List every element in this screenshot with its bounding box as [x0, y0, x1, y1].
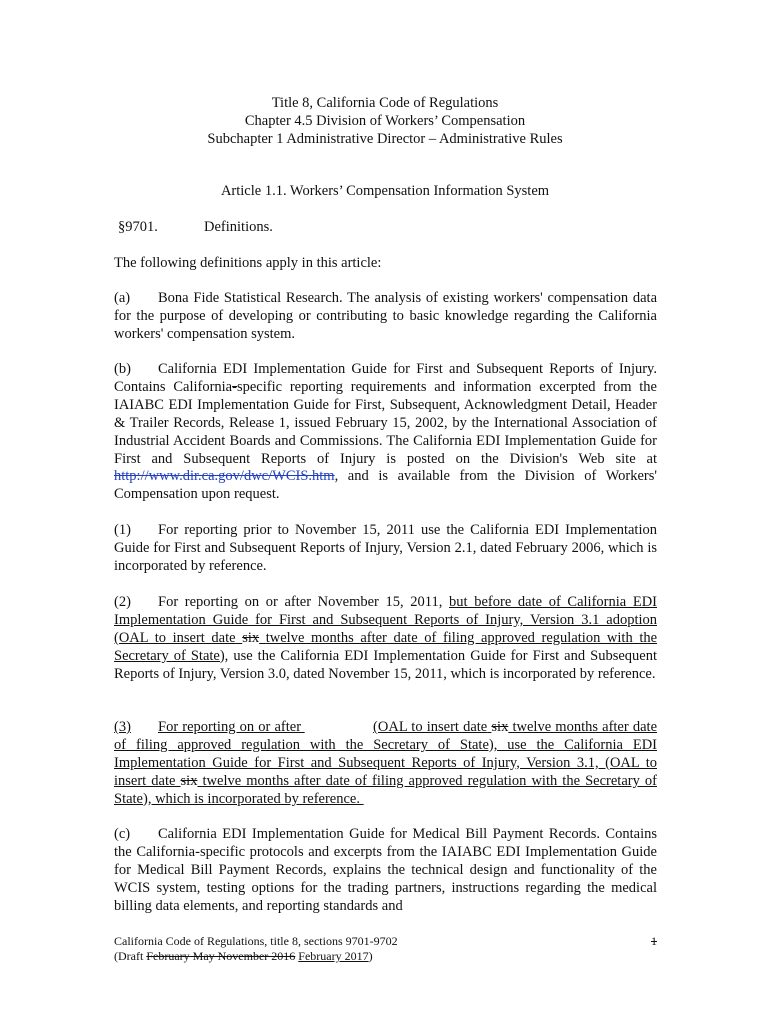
paragraph-a: [114, 290, 657, 344]
intro-text: The following definitions apply in this article:: [114, 255, 382, 271]
header-title-line: Title 8, California Code of Regulations: [271, 95, 499, 111]
footer-draft-line: (Draft February May November 2016 February 2017): [114, 949, 373, 963]
wcis-web-link[interactable]: http://www.dir.ca.gov/dwc/WCIS.htm: [114, 468, 335, 485]
deleted-text: six: [491, 719, 509, 735]
article-title: Article 1.1. Workers’ Compensation Information System: [220, 183, 550, 199]
paragraph-label: (c): [114, 826, 131, 842]
section-heading: [118, 219, 273, 236]
inserted-text: For reporting on or after: [158, 719, 302, 735]
paragraph-text: specific reporting requirements and information excerpted from the IAIABC EDI Implementation Guide for First, Subsequent, Acknowledgment Detail, Header & Trailer Records, Release 1, issued February 15, 2002, by the International Association of Industrial Accident Boards and Commissions. The California EDI Implementation Guide for First and Subsequent Reports of Injury is posted on the Division's Web site at: [114, 378, 657, 467]
inserted-text: twelve months after date of filing approved regulation with the Secretary of State), use the California EDI Implementation Guide for First and Subsequent Reports of Injury, Version 3.1, (OAL to insert date: [114, 719, 658, 789]
paragraph-label: (a): [114, 290, 131, 306]
page-number: 1: [651, 934, 657, 948]
deleted-text: -: [232, 378, 237, 395]
inserted-text: but before date of California EDI Implementation Guide for First and Subsequent Reports of Injury, Version 3.1 adoption (OAL to insert date: [114, 594, 658, 646]
paragraph-text: Bona Fide Statistical Research. The analysis of existing workers' compensation data for the purpose of developing or contributing to basic knowledge regarding the California workers' compensation system.: [114, 290, 657, 342]
footer-citation: California Code of Regulations, title 8, sections 9701-9702: [114, 934, 398, 948]
inserted-text: (OAL to insert date: [373, 719, 488, 735]
paragraph-label: (b): [114, 361, 131, 377]
paragraph-b: [114, 361, 657, 504]
paragraph-1: [114, 522, 657, 576]
paragraph-text: For reporting on or after November 15, 2011,: [158, 594, 443, 610]
paragraph-2: [114, 594, 657, 684]
paragraph-label: (3): [114, 719, 131, 735]
deleted-text: six: [180, 772, 198, 789]
paragraph-label: (2): [114, 594, 131, 610]
deleted-text: February May November 2016: [146, 949, 296, 963]
paragraph-text: , and is available from the Division of Workers' Compensation upon request.: [114, 468, 657, 503]
page-footer: [114, 934, 657, 964]
paragraph-label: (1): [114, 522, 131, 538]
paragraph-c: [114, 826, 657, 916]
inserted-text: twelve months after date of filing approved regulation with the Secretary of State),: [114, 629, 658, 664]
paragraph-text: For reporting prior to November 15, 2011 use the California EDI Implementation Guide for First and Subsequent Reports of Injury, Version 2.1, dated February 2006, which is incorporated by reference.: [114, 522, 657, 574]
deleted-text: six: [242, 629, 260, 646]
paragraph-text: California EDI Implementation Guide for First and Subsequent Reports of Injury. Contains California: [114, 361, 657, 395]
section-number: §9701.: [118, 219, 158, 235]
inserted-text: February 2017: [298, 949, 369, 963]
paragraph-text: use the California EDI Implementation Guide for First and Subsequent Reports of Injury, Version 3.0, dated November 15, 2011, which is incorporated by reference.: [114, 647, 657, 682]
header-subchapter-line: Subchapter 1 Administrative Director – Administrative Rules: [207, 131, 563, 147]
paragraph-3: [114, 719, 657, 809]
header-chapter-line: Chapter 4.5 Division of Workers’ Compensation: [244, 113, 526, 129]
document-header: [0, 94, 770, 148]
inserted-text: twelve months after date of filing approved regulation with the Secretary of State), which is incorporated by reference.: [114, 772, 657, 807]
paragraph-text: California EDI Implementation Guide for Medical Bill Payment Records. Contains the California-specific protocols and excerpts from the IAIABC EDI Implementation Guide for Medical Bill Payment Records, explains the technical design and functionality of the WCIS system, testing options for the trading partners, instructions regarding the medical billing data elements, and reporting standards and: [114, 826, 657, 914]
section-title: Definitions.: [204, 219, 273, 235]
date-blank: [301, 719, 373, 737]
